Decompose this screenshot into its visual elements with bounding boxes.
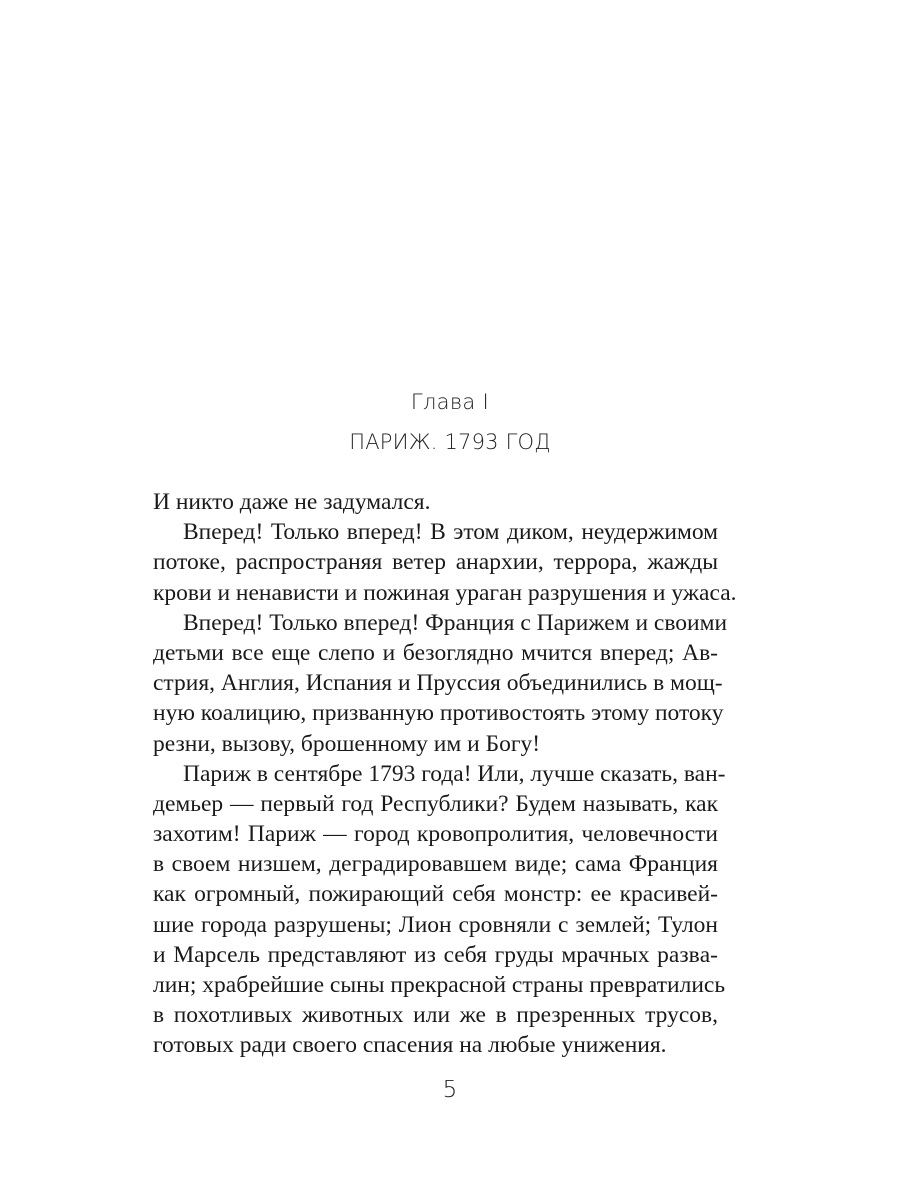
text-line: Вперед! Только вперед! Франция с Парижем и своими (183, 609, 728, 636)
text-line: ную коалицию, призванную противостоять этому потоку (153, 700, 724, 727)
text-line: детьми все еще слепо и безоглядно мчится вперед; Ав- (153, 639, 718, 666)
text-line: и Марсель представляют из себя груды мрачных развa- (153, 941, 718, 968)
chapter-title: ПАРИЖ. 1793 ГОД (349, 430, 551, 454)
body-text (153, 487, 737, 1061)
page-number: 5 (442, 1077, 458, 1103)
chapter-label: Глава I (410, 390, 490, 414)
text-line: Вперед! Только вперед! В этом диком, неудержимом (183, 519, 718, 546)
paragraph (153, 759, 726, 1061)
text-line: стрия, Англия, Испания и Пруссия объединились в мощ- (153, 670, 723, 697)
text-line: резни, вызову, брошенному им и Богу! (153, 730, 541, 757)
text-line: лин; храбрейшие сыны прекрасной страны превратились (153, 972, 726, 998)
text-line: шие города разрушены; Лион сровняли с землей; Тулон (153, 911, 718, 938)
text-line: демьер — первый год Республики? Будем называть, как (153, 790, 718, 817)
text-line: И никто даже не задумался. (153, 489, 431, 515)
text-line: Париж в сентябре 1793 года! Или, лучше сказать, ван- (183, 760, 726, 787)
text-line: готовых ради своего спасения на любые унижения. (153, 1032, 667, 1059)
text-line: крови и ненависти и пожиная ураган разрушения и ужаса. (153, 579, 737, 606)
text-line: в своем низшем, деградировавшем виде; сама Франция (153, 851, 718, 878)
text-line: захотим! Париж — город кровопролития, человечности (153, 821, 718, 848)
paragraph (153, 517, 737, 608)
text-line: как огромный, пожирающий себя монстр: ее красивей- (153, 881, 718, 908)
text-line: в похотливых животных или же в презренных трусов, (153, 1002, 718, 1029)
text-line: потоке, распространяя ветер анархии, террора, жажды (153, 549, 718, 576)
paragraph (153, 608, 728, 759)
paragraph (153, 487, 718, 517)
